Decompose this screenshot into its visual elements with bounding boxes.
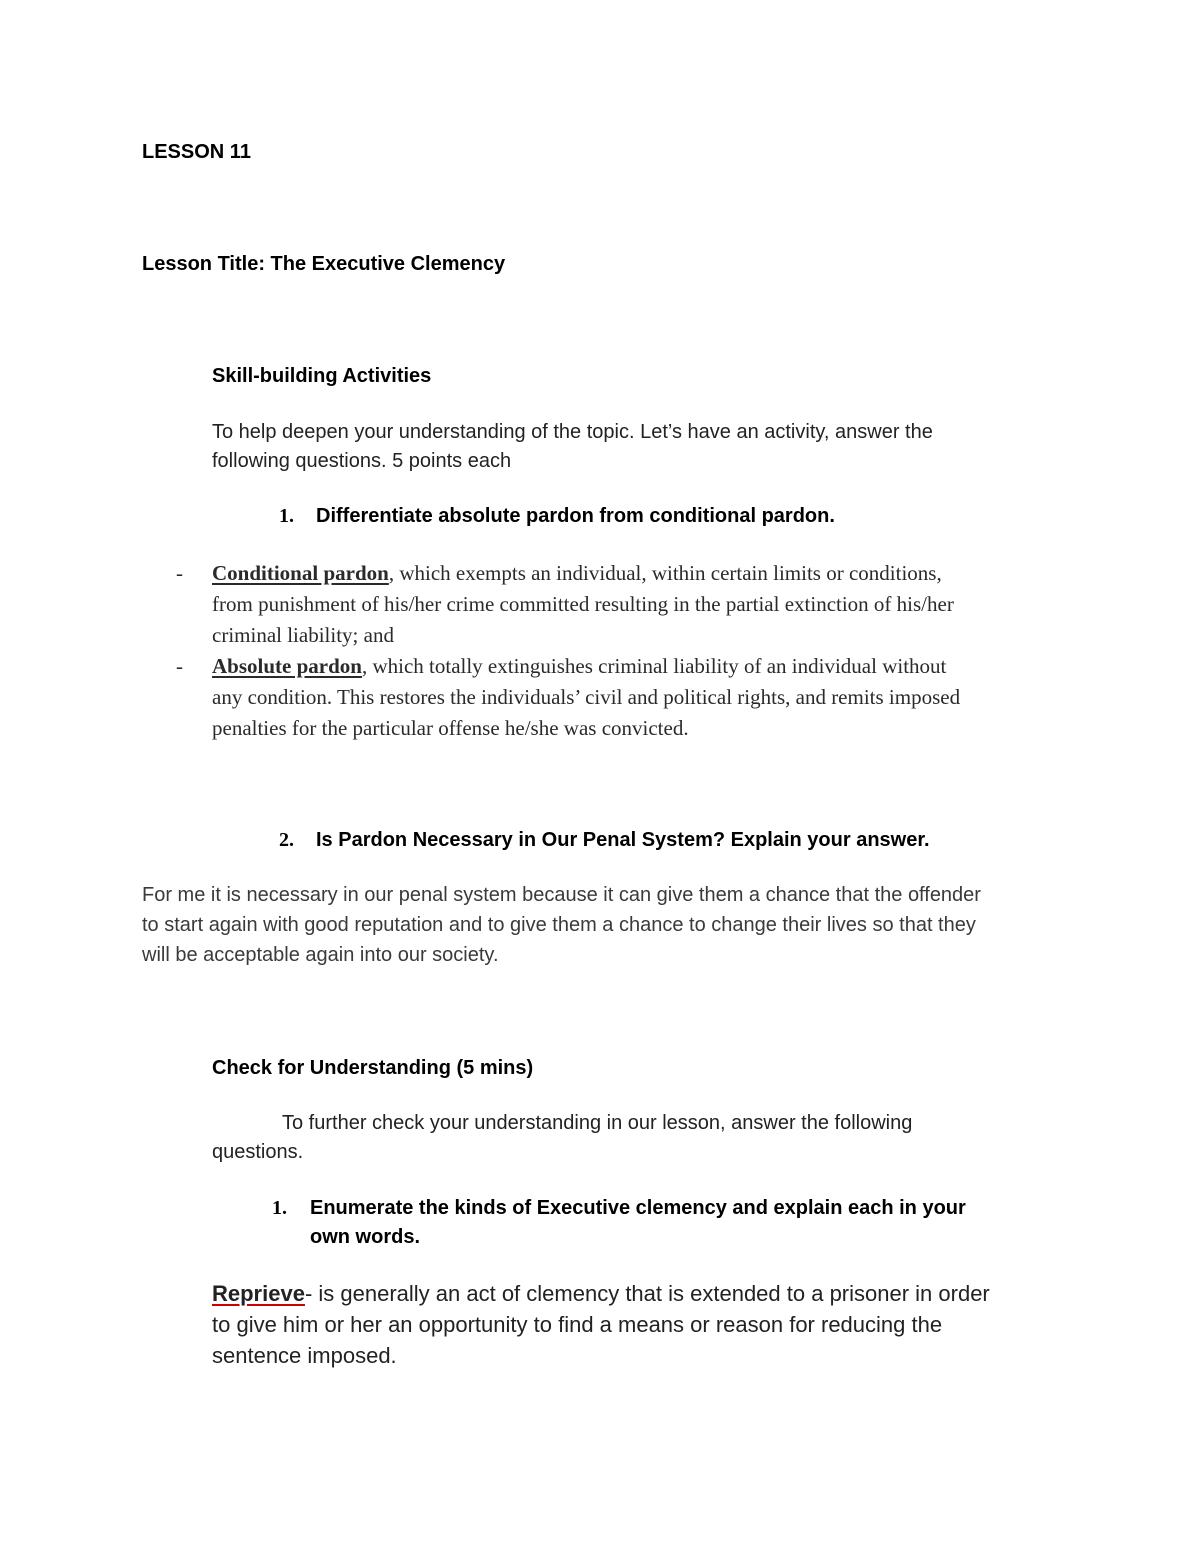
absolute-pardon-definition xyxy=(212,651,960,744)
check-understanding-heading: Check for Understanding (5 mins) xyxy=(212,1057,534,1079)
definition-line: penalties for the particular offense he/she was convicted. xyxy=(212,716,689,740)
cfu-question-1-number: 1. xyxy=(272,1197,287,1219)
check-understanding-intro-line-1: To further check your understanding in our lesson, answer the following xyxy=(282,1112,913,1134)
question-line: own words. xyxy=(310,1226,420,1248)
question-1-text: Differentiate absolute pardon from conditional pardon. xyxy=(316,505,835,527)
intro-line: following questions. 5 points each xyxy=(212,450,512,472)
definition-line: sentence imposed. xyxy=(212,1343,397,1368)
intro-line: To help deepen your understanding of the topic. Let’s have an activity, answer the xyxy=(212,421,933,443)
definition-line: from punishment of his/her crime committed resulting in the partial extinction of his/her xyxy=(212,592,954,616)
definition-line: to give him or her an opportunity to find a means or reason for reducing the xyxy=(212,1312,943,1337)
absolute-pardon-term: Absolute pardon xyxy=(212,654,362,678)
definition-line xyxy=(212,651,960,682)
reprieve-term: Reprieve xyxy=(212,1281,305,1306)
answer-line: to start again with good reputation and to give them a chance to change their lives so that they xyxy=(142,914,976,936)
skill-building-heading: Skill-building Activities xyxy=(212,365,432,387)
check-understanding-intro-line-2: questions. xyxy=(212,1141,304,1163)
definition-line xyxy=(212,1278,990,1309)
definition-line xyxy=(212,558,954,589)
cfu-question-1-text xyxy=(310,1194,966,1252)
definition-text: - is generally an act of clemency that is extended to a prisoner in order xyxy=(304,1281,990,1306)
question-line: Enumerate the kinds of Executive clemency and explain each in your xyxy=(310,1197,966,1219)
answer-line: will be acceptable again into our society. xyxy=(142,944,499,966)
definition-line: criminal liability; and xyxy=(212,623,394,647)
bullet-dash: - xyxy=(176,654,183,678)
definition-text: , which exempts an individual, within certain limits or conditions, xyxy=(388,561,942,585)
question-2-number: 2. xyxy=(279,829,294,851)
definition-text: , which totally extinguishes criminal liability of an individual without xyxy=(361,654,947,678)
question-1-number: 1. xyxy=(279,505,294,527)
bullet-dash: - xyxy=(176,561,183,585)
skill-building-intro xyxy=(212,418,933,476)
conditional-pardon-term: Conditional pardon xyxy=(212,561,389,585)
answer-line: For me it is necessary in our penal system because it can give them a chance that the offender xyxy=(142,884,981,906)
reprieve-definition xyxy=(212,1278,990,1371)
lesson-title: Lesson Title: The Executive Clemency xyxy=(142,253,506,275)
question-2-text: Is Pardon Necessary in Our Penal System? Explain your answer. xyxy=(316,829,930,851)
conditional-pardon-definition xyxy=(212,558,954,651)
definition-line: any condition. This restores the individuals’ civil and political rights, and remits imposed xyxy=(212,685,961,709)
question-2-answer xyxy=(142,880,981,970)
lesson-number: LESSON 11 xyxy=(142,141,251,163)
